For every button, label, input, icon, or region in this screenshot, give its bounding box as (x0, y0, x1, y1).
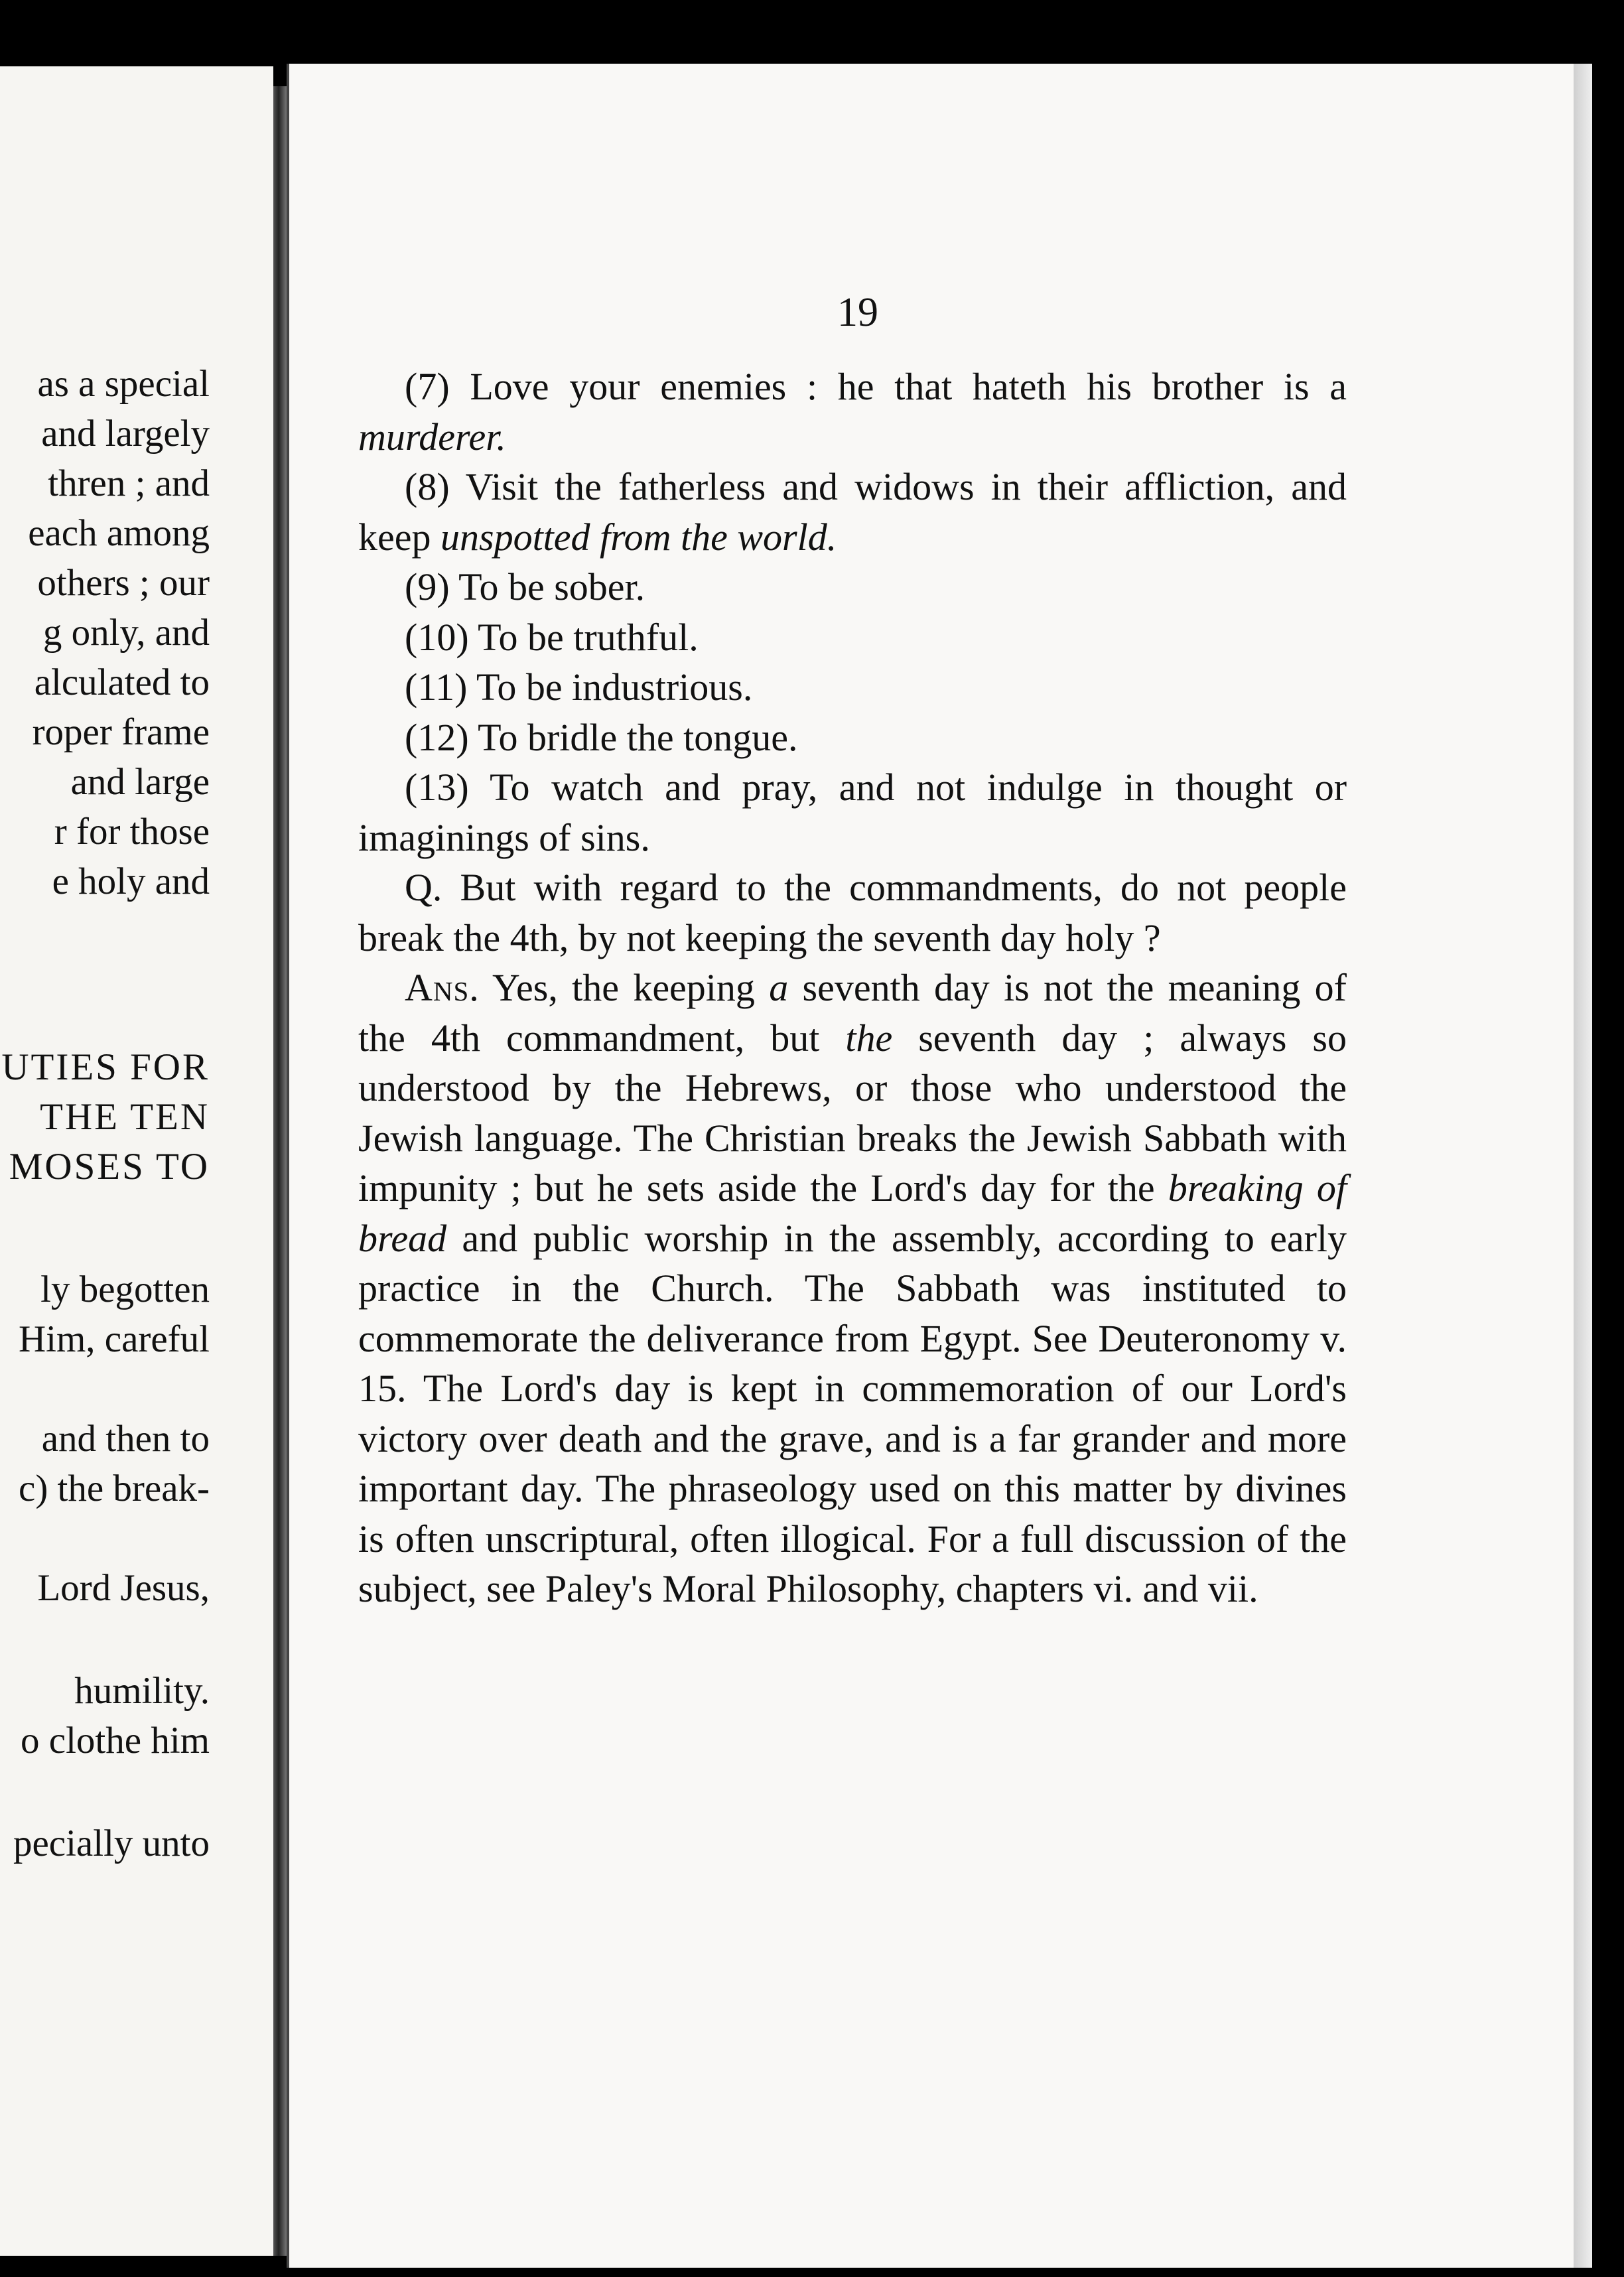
left-page-line: others ; our (37, 562, 210, 604)
item-text: To be truthful. (478, 615, 699, 659)
item-number: (12) (405, 715, 469, 759)
item-text: Love your enemies : he that hateth his brother is a (470, 365, 1347, 408)
answer-text: and public worship in the assembly, according to early practice in the Church. The Sabbath was instituted to commemorate the deliverance from Egypt. See Deuteronomy v. 15. The Lord's day is kept in commemoration of our Lord's victory over death and the grave, and is a far grander and more important day. The phraseology used on this matter by divines is often unscriptural, often illogical. For a full discussion of the subject, see Paley's Moral Philosophy, chapters vi. and vii. (358, 1216, 1347, 1610)
left-page-heading-line: THE TEN (40, 1096, 210, 1138)
left-page-line: as a special (37, 363, 210, 405)
item-number: (9) (405, 565, 450, 608)
left-page-heading-line: MOSES TO (9, 1146, 210, 1188)
left-page-line: g only, and (42, 612, 210, 654)
list-item (358, 713, 1347, 763)
question (358, 862, 1347, 963)
left-page-line: and large (70, 761, 210, 803)
answer-emphasis: a (769, 966, 789, 1009)
item-text: To be industrious. (476, 665, 753, 709)
item-text: To bridle the tongue. (478, 715, 798, 759)
left-page-line: ly begotten (40, 1269, 210, 1310)
list-item (358, 562, 1347, 612)
left-page-line: e holy and (52, 861, 210, 902)
list-item (358, 612, 1347, 663)
left-page-line: Lord Jesus, (37, 1567, 210, 1609)
left-page-line: pecially unto (13, 1823, 210, 1864)
question-text: But with regard to the commandments, do not people break the 4th, by not keeping the seventh day holy ? (358, 866, 1347, 959)
answer-text: seventh day ; always so understood by the Hebrews, or those who understood the Jewish language. The Christian breaks the Jewish Sabbath with impunity ; but he sets aside the Lord's day for the (358, 1016, 1347, 1209)
page-edge (1574, 64, 1592, 2268)
left-page-line: and largely (41, 413, 210, 454)
left-facing-page (0, 66, 273, 2256)
answer-text: seventh day is not the meaning of the 4th commandment, but (358, 966, 1347, 1060)
left-page-line: roper frame (32, 711, 210, 753)
item-emphasis: unspotted from the world. (440, 515, 837, 559)
answer-emphasis: the (845, 1016, 893, 1060)
answer (358, 963, 1347, 1614)
book-gutter (273, 86, 287, 2256)
page-number: 19 (837, 290, 878, 335)
page-text (358, 362, 1347, 1614)
answer-emphasis: breaking of bread (358, 1166, 1347, 1260)
left-page-line: humility. (74, 1670, 210, 1712)
item-text: Visit the fatherless and widows in their affliction, and keep (358, 465, 1347, 559)
item-text: To watch and pray, and not indulge in thought or imaginings of sins. (358, 766, 1347, 859)
left-page-line: Him, careful (18, 1318, 210, 1360)
answer-label: Ans. (405, 966, 480, 1009)
item-number: (7) (405, 365, 450, 408)
list-item (358, 762, 1347, 862)
left-page-line: alculated to (34, 661, 210, 703)
item-text: To be sober. (458, 565, 645, 608)
left-page-line: o clothe him (21, 1720, 210, 1761)
left-page-line: r for those (54, 811, 210, 853)
item-number: (10) (405, 615, 469, 659)
answer-text: Yes, the keeping (492, 966, 770, 1009)
question-label: Q. (405, 866, 442, 909)
item-emphasis: murderer. (358, 415, 506, 458)
left-page-line: thren ; and (48, 462, 210, 504)
left-page-line: and then to (41, 1418, 210, 1460)
left-page-line: each among (28, 512, 210, 554)
list-item (358, 462, 1347, 562)
item-number: (8) (405, 465, 450, 508)
list-item (358, 662, 1347, 713)
left-page-line: c) the break- (19, 1468, 210, 1509)
list-item (358, 362, 1347, 462)
item-number: (11) (405, 665, 468, 709)
item-number: (13) (405, 766, 469, 809)
left-page-heading-line: UTIES FOR (1, 1046, 210, 1088)
